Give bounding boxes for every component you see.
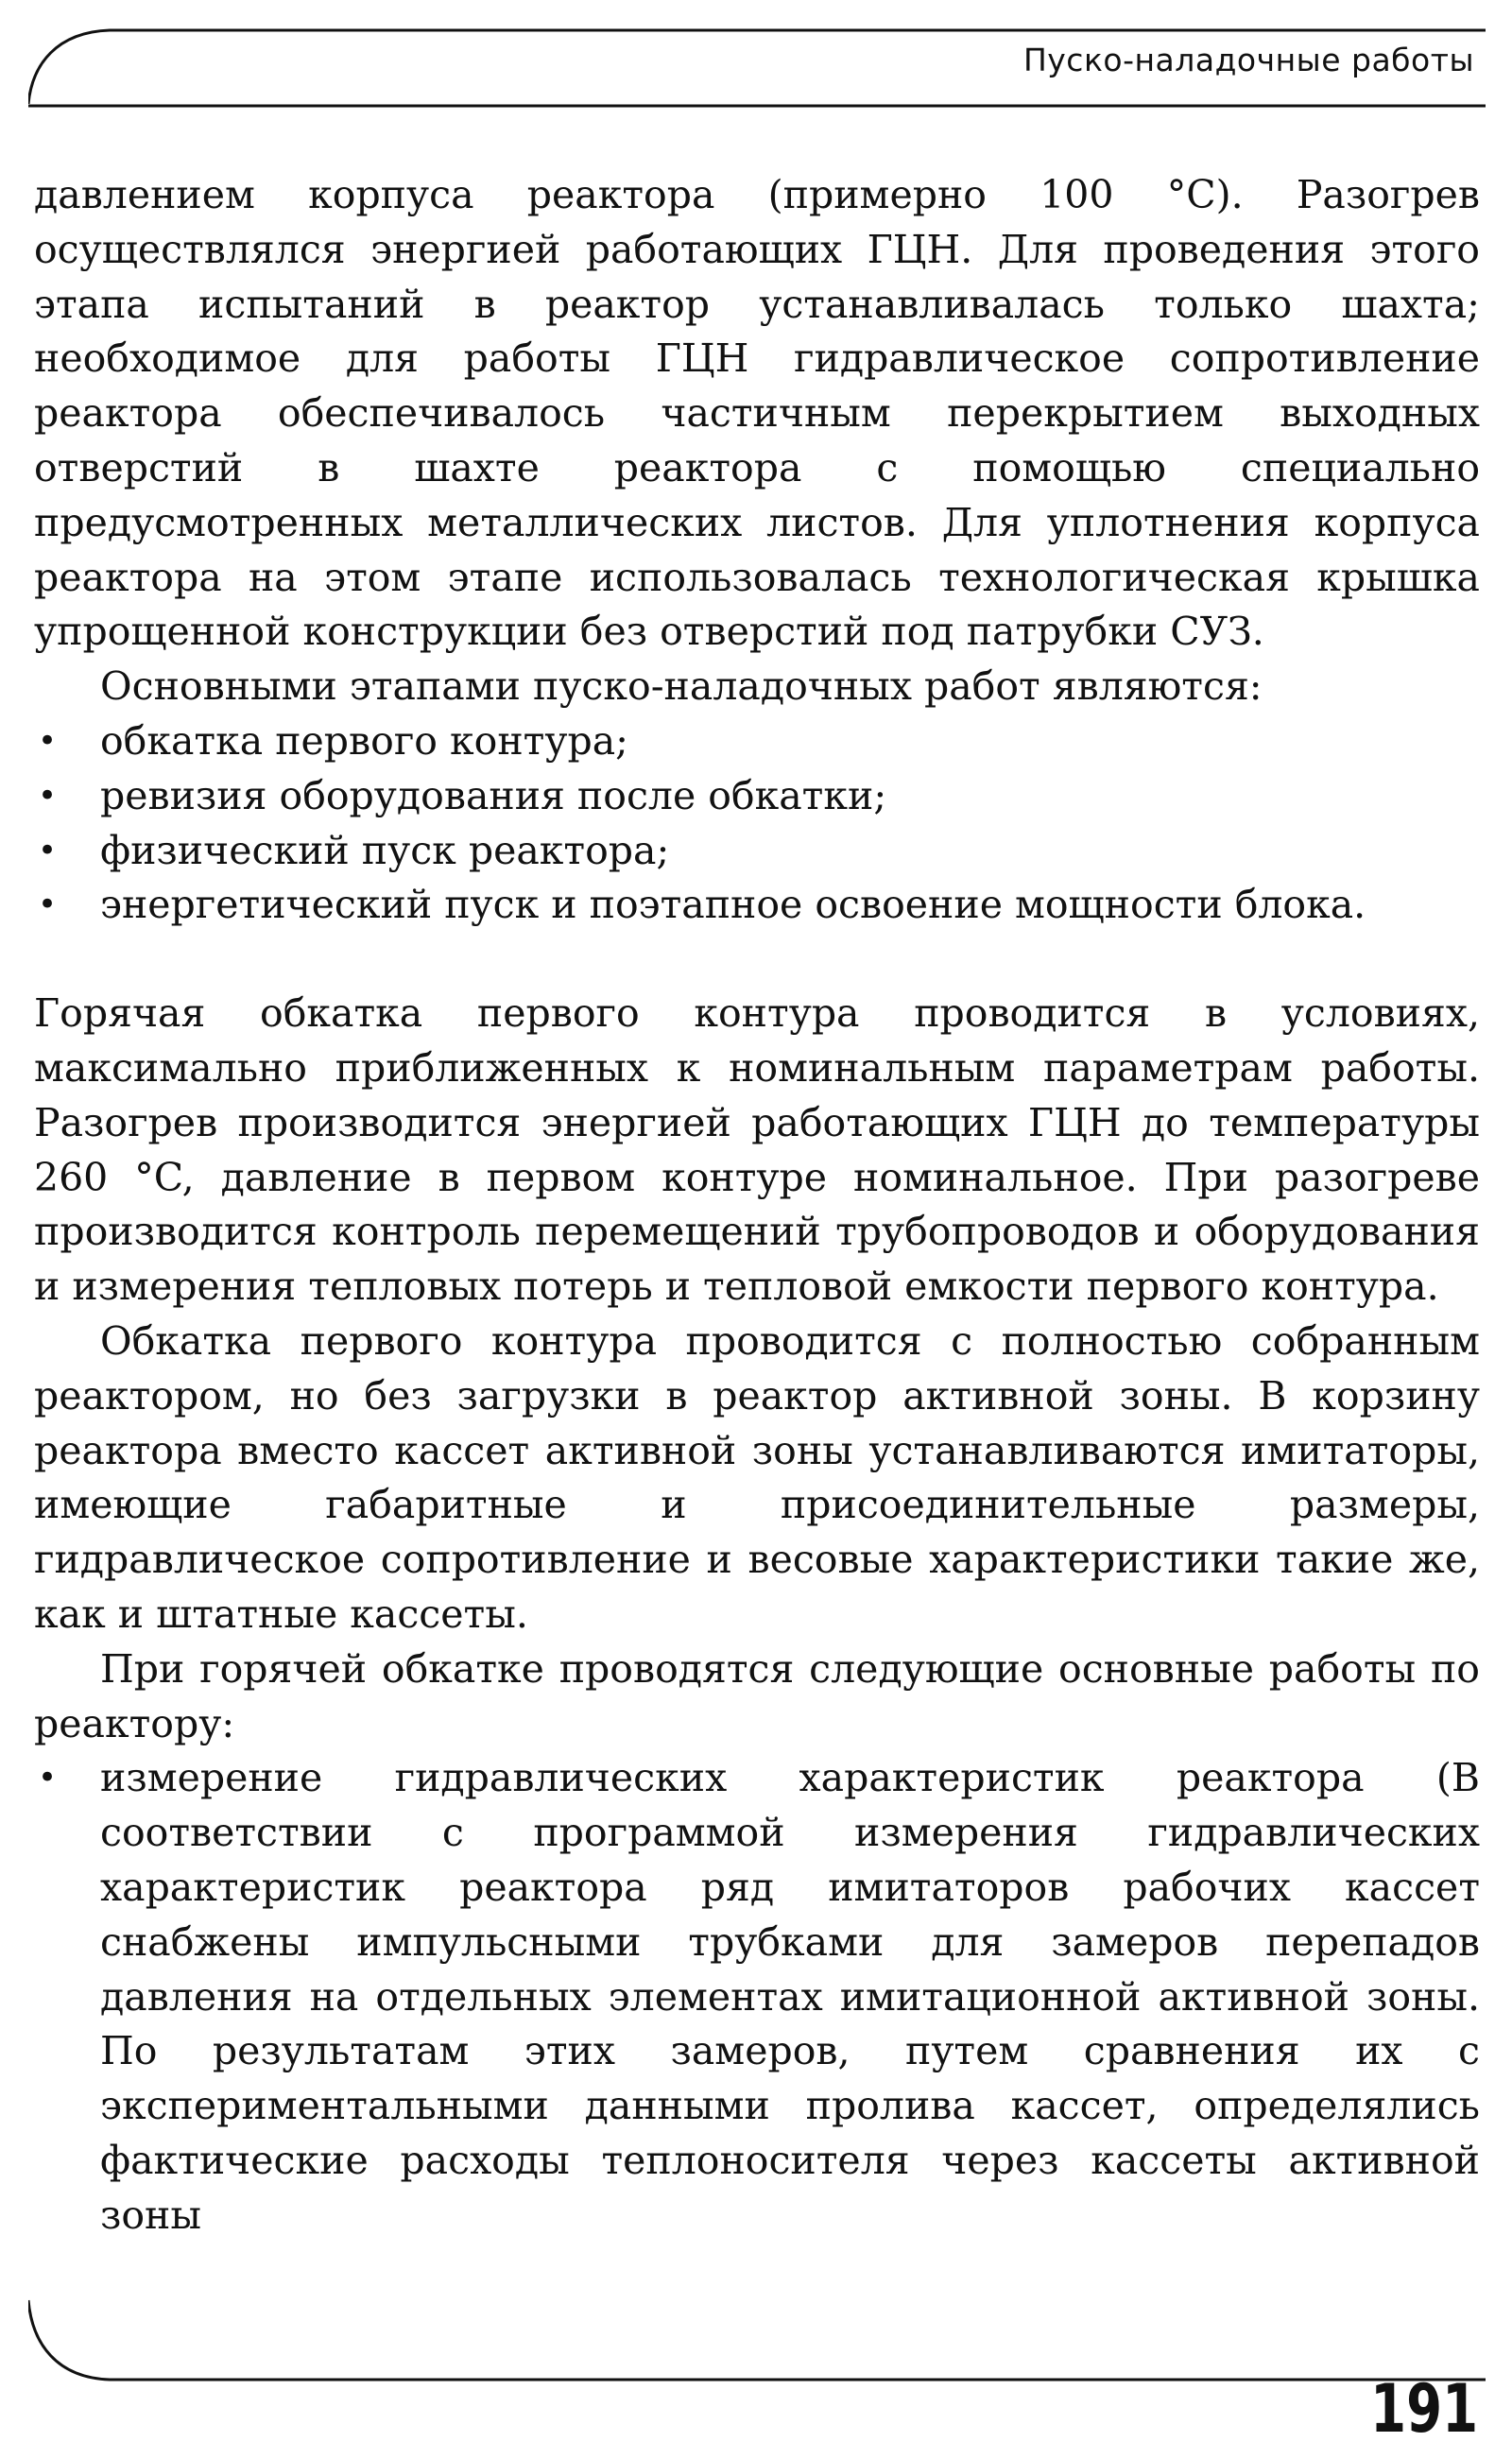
section-gap	[34, 933, 1480, 987]
bullet-icon: •	[38, 886, 58, 924]
list-item-text: ревизия оборудования после обкатки;	[100, 772, 887, 818]
bullet-icon: •	[38, 721, 58, 760]
stages-list	[34, 714, 1480, 933]
bullet-icon: •	[38, 831, 58, 869]
list-item-text: физический пуск реактора;	[100, 827, 670, 873]
list-item-text: обкатка первого контура;	[100, 717, 628, 764]
list-item-text: энергетический пуск и поэтапное освоение мощности блока.	[100, 882, 1366, 928]
paragraph: Горячая обкатка первого контура проводится в условиях, максимально приближенных к номинальным параметрам работы. Разогрев производится энергией работающих ГЦН до температуры 260 °C, давление в первом контуре номинальное. При разогреве производится контроль перемещений трубопроводов и оборудования и измерения тепловых потерь и тепловой емкости первого контура.	[34, 990, 1480, 1310]
running-head: Пуско-наладочные работы	[1022, 42, 1474, 78]
page-body	[34, 168, 1480, 2243]
list-item	[34, 878, 1480, 933]
paragraph: При горячей обкатке проводятся следующие основные работы по реактору:	[34, 1645, 1480, 1746]
paragraph: Основными этапами пуско-наладочных работ являются:	[100, 663, 1263, 710]
works-list	[34, 1751, 1480, 2243]
list-item	[34, 714, 1480, 769]
paragraph: Обкатка первого контура проводится с полностью собранным реактором, но без загрузки в реактор активной зоны. В корзину реактора вместо кассет активной зоны устанавливаются имитаторы, имеющие габаритные и присоединительные размеры, гидравлическое сопротивление и весовые характеристики такие же, как и штатные кассеты.	[34, 1317, 1480, 1637]
bullet-icon: •	[38, 1759, 58, 1797]
page-number: 191	[1370, 2370, 1478, 2448]
list-item-text: измерение гидравлических характеристик реактора (В соответствии с программой измерения гидравлических характеристик реактора ряд имитаторов рабочих кассет снабжены импульсными трубками для замеров перепадов давления на отдельных элементах имитационной активной зоны. По результатам этих замеров, путем сравнения их с экспериментальными данными пролива кассет, определялись фактические расходы теплоносителя через кассеты активной зоны	[100, 1755, 1480, 2238]
bullet-icon: •	[38, 776, 58, 815]
list-item	[34, 1751, 1480, 2243]
paragraph: давлением корпуса реактора (примерно 100 °C). Разогрев осуществлялся энергией работающих ГЦН. Для проведения этого этапа испытаний в реактор устанавливалась только шахта; необходимое для работы ГЦН гидравлическое сопротивление реактора обеспечивалось частичным перекрытием выходных отверстий в шахте реактора с помощью специально предусмотренных металлических листов. Для уплотнения корпуса реактора на этом этапе использовалась технологическая крышка упрощенной конструкции без отверстий под патрубки СУЗ.	[34, 172, 1480, 655]
footer-rule-decoration	[28, 2296, 1486, 2391]
list-item	[34, 769, 1480, 824]
list-item	[34, 824, 1480, 879]
